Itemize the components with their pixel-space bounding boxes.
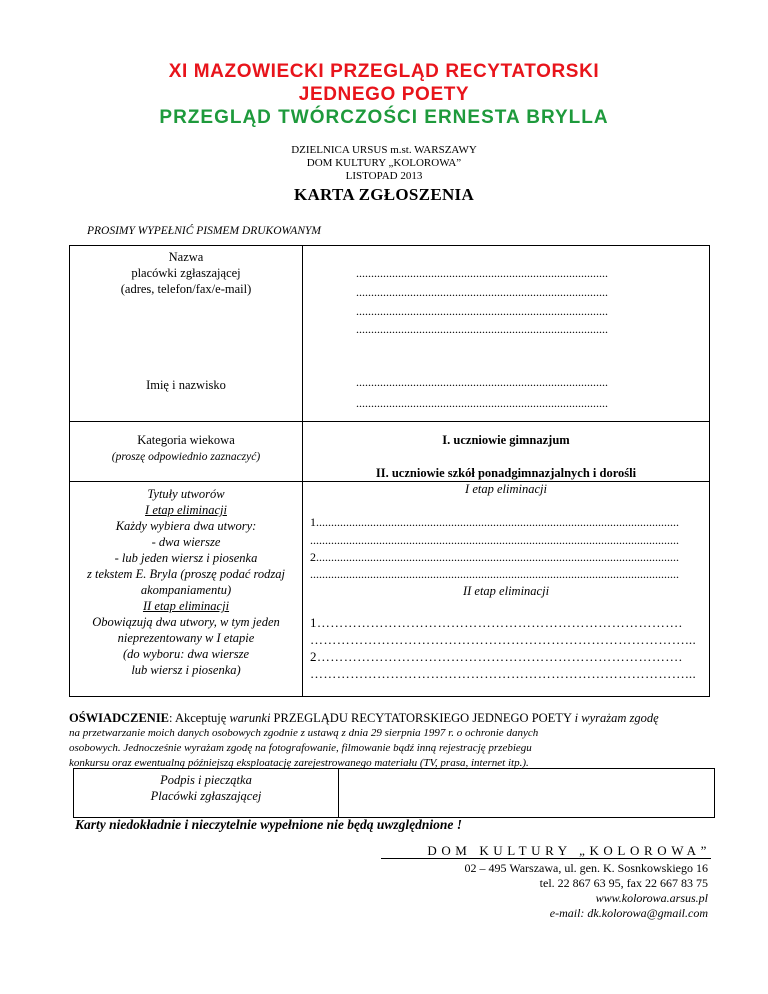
stage-1-work-2-cont[interactable]: ........................................................................................................................... bbox=[310, 568, 679, 580]
works-label-6: z tekstem E. Bryla (proszę podać rodzaj bbox=[86, 567, 285, 581]
works-label-2: I etap eliminacji bbox=[145, 503, 227, 517]
works-label-1: Tytuły utworów bbox=[147, 487, 225, 501]
statement-line-3: osobowych. Jednocześnie wyrażam zgodę na fotografowanie, filmowanie bądź inną rejestrację przebiegu bbox=[69, 742, 532, 754]
statement-text-d: i wyrażam zgodę bbox=[574, 711, 659, 725]
table-divider-1 bbox=[70, 421, 709, 422]
signature-box bbox=[73, 768, 715, 818]
institution-label-2: placówki zgłaszającej bbox=[131, 266, 241, 280]
works-label-11: (do wyboru: dwa wiersze bbox=[122, 647, 250, 661]
works-label-12: lub wiersz i piosenka) bbox=[131, 663, 241, 677]
form-title: KARTA ZGŁOSZENIA bbox=[293, 185, 475, 204]
statement-line-2: na przetwarzanie moich danych osobowych zgodnie z ustawą z dnia 29 sierpnia 1997 r. o ochronie danych bbox=[69, 727, 539, 739]
works-label-3: Każdy wybiera dwa utwory: bbox=[115, 519, 257, 533]
warning-text: Karty niedokładnie i nieczytelnie wypełnione nie będą uwzględnione ! bbox=[75, 817, 462, 832]
footer-email-link[interactable]: e-mail: dk.kolorowa@gmail.com bbox=[549, 906, 708, 920]
name-label: Imię i nazwisko bbox=[146, 378, 226, 392]
statement-text-c: PRZEGLĄDU RECYTATORSKIEGO JEDNEGO POETY bbox=[270, 711, 575, 725]
instruction-text: PROSIMY WYPEŁNIĆ PISMEM DRUKOWANYM bbox=[87, 225, 321, 237]
institution-field-4[interactable]: .................................................................................... bbox=[356, 323, 608, 335]
title-line-3: PRZEGLĄD TWÓRCZOŚCI ERNESTA BRYLLA bbox=[159, 107, 609, 128]
works-label-4: - dwa wiersze bbox=[151, 535, 221, 549]
application-table bbox=[69, 245, 710, 697]
title-line-1: XI MAZOWIECKI PRZEGLĄD RECYTATORSKI bbox=[168, 61, 600, 82]
stage-1-heading: I etap eliminacji bbox=[465, 482, 547, 496]
name-field-2[interactable]: .................................................................................... bbox=[356, 397, 608, 409]
stage-1-work-1-cont[interactable]: ........................................................................................................................... bbox=[310, 534, 679, 546]
org-district: DZIELNICA URSUS m.st. WARSZAWY bbox=[291, 144, 477, 156]
stage-2-heading: II etap eliminacji bbox=[462, 584, 550, 598]
org-date: LISTOPAD 2013 bbox=[345, 170, 423, 182]
stage-1-work-2[interactable]: 2......................................................................................................................... bbox=[310, 551, 679, 563]
category-option-2[interactable]: II. uczniowie szkół ponadgimnazjalnych i dorośli bbox=[375, 466, 637, 480]
signature-divider bbox=[338, 769, 339, 817]
category-option-1[interactable]: I. uczniowie gimnazjum bbox=[442, 433, 570, 447]
institution-field-1[interactable]: .................................................................................... bbox=[356, 267, 608, 279]
name-field-1[interactable]: .................................................................................... bbox=[356, 376, 608, 388]
stage-1-work-1[interactable]: 1......................................................................................................................... bbox=[310, 516, 679, 528]
stage-2-work-2-cont[interactable]: …………………………………………………………………………... bbox=[310, 667, 697, 680]
footer-address: 02 – 495 Warszawa, ul. gen. K. Sosnkowskiego 16 bbox=[464, 861, 708, 875]
statement bbox=[69, 711, 714, 771]
footer-website-link[interactable]: www.kolorowa.arsus.pl bbox=[595, 891, 708, 905]
works-label-9: Obowiązują dwa utwory, w tym jeden bbox=[92, 615, 280, 629]
works-label-5: - lub jeden wiersz i piosenka bbox=[114, 551, 258, 565]
footer-phone: tel. 22 867 63 95, fax 22 667 83 75 bbox=[539, 876, 708, 890]
category-label: Kategoria wiekowa bbox=[137, 433, 235, 447]
institution-field-3[interactable]: .................................................................................... bbox=[356, 305, 608, 317]
works-label-7: akompaniamentu) bbox=[140, 583, 232, 597]
statement-text-b: warunki bbox=[229, 711, 271, 725]
institution-field-2[interactable]: .................................................................................... bbox=[356, 286, 608, 298]
statement-heading: OŚWIADCZENIE bbox=[69, 711, 170, 725]
title-line-2: JEDNEGO POETY bbox=[298, 84, 470, 105]
footer-org-name: DOM KULTURY „KOLOROWA” bbox=[381, 843, 711, 859]
category-sublabel: (proszę odpowiednio zaznaczyć) bbox=[111, 451, 261, 463]
institution-label-1: Nazwa bbox=[168, 250, 204, 264]
org-house: DOM KULTURY „KOLOROWA” bbox=[306, 157, 462, 169]
signature-label-1: Podpis i pieczątka bbox=[160, 773, 252, 787]
stage-2-work-2[interactable]: 2………………………………………………………………………. bbox=[310, 650, 683, 663]
statement-text-a: : Akceptuję bbox=[169, 711, 230, 725]
stage-2-work-1[interactable]: 1………………………………………………………………………. bbox=[310, 616, 683, 629]
works-label-10: nieprezentowany w I etapie bbox=[117, 631, 255, 645]
institution-label-3: (adres, telefon/fax/e-mail) bbox=[120, 282, 252, 296]
signature-label-2: Placówki zgłaszającej bbox=[150, 789, 262, 803]
statement-line-1 bbox=[69, 711, 714, 726]
statement-line-4: konkursu oraz ewentualną późniejszą eksploatację zarejestrowanego materiału (TV, prasa, internet itp.). bbox=[69, 757, 529, 769]
stage-2-work-1-cont[interactable]: …………………………………………………………………………... bbox=[310, 633, 697, 646]
works-label-8: II etap eliminacji bbox=[142, 599, 230, 613]
